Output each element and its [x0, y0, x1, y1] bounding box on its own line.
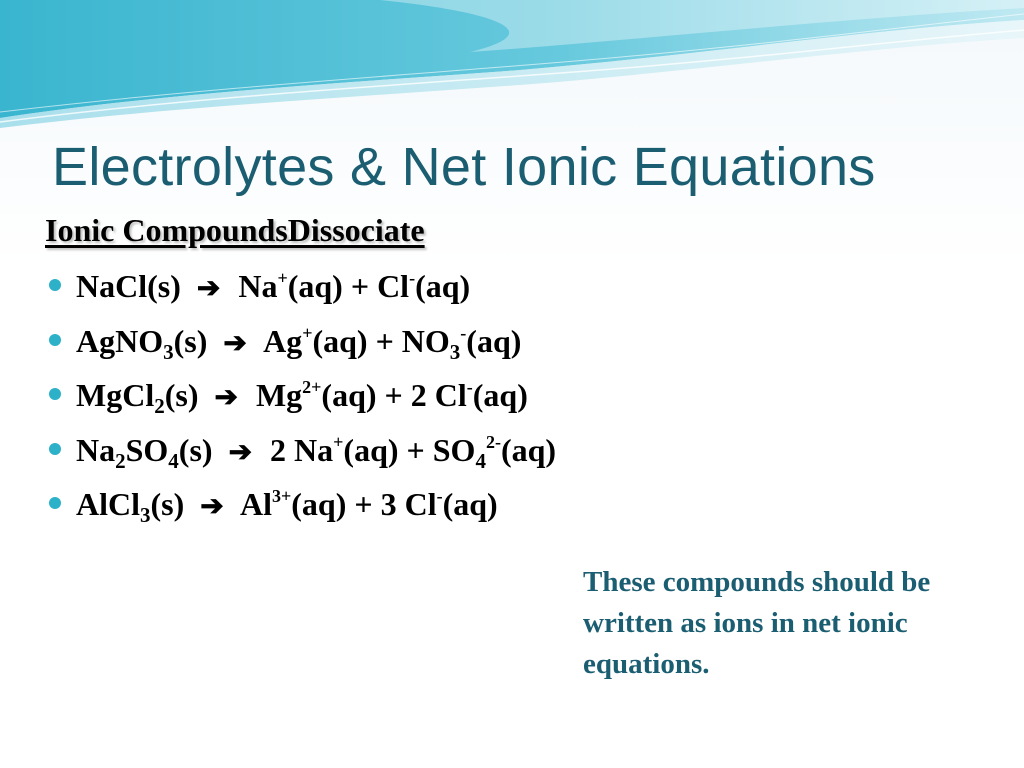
product-a-charge: +: [302, 322, 313, 343]
product-a-formula: Mg: [255, 377, 303, 413]
product-a-charge: +: [277, 268, 288, 288]
reactant-state: (s): [147, 268, 181, 304]
product-a-state: (aq): [343, 431, 399, 468]
equation-item: [45, 319, 556, 374]
reactant-state: (s): [178, 431, 213, 468]
product-a-state: (aq): [321, 377, 377, 413]
product-a-formula: Ag: [263, 322, 303, 359]
reactant-state: (s): [150, 486, 185, 522]
arrow-icon: ➔: [214, 382, 238, 413]
bullet-icon: [49, 279, 61, 291]
reactant-state: (s): [173, 322, 208, 359]
plus-sign: +: [384, 377, 403, 413]
reactant-subscript-2: 4: [168, 448, 179, 473]
product-b-subscript: 3: [449, 339, 461, 364]
reactant-formula: AgNO: [76, 322, 164, 359]
reactant-formula-part2: SO: [125, 431, 169, 468]
arrow-icon: ➔: [223, 327, 247, 359]
product-a-formula: Na: [238, 268, 278, 304]
product-b-subscript: 4: [475, 448, 486, 473]
reactant-subscript-1: 2: [115, 448, 126, 473]
reactant-state: (s): [164, 377, 199, 413]
reactant-formula: AlCl: [76, 486, 140, 522]
reactant-formula-part1: Na: [76, 431, 116, 468]
product-a-state: (aq): [312, 322, 368, 359]
plus-sign: +: [375, 322, 394, 359]
reactant-subscript: 2: [154, 394, 165, 418]
reactant-formula: MgCl: [76, 377, 155, 413]
product-b-charge: 2-: [485, 431, 501, 452]
product-b-charge: -: [409, 268, 416, 288]
equation-item: [45, 373, 556, 428]
product-a-formula: 2 Na: [270, 431, 334, 468]
product-a-charge: 2+: [302, 377, 322, 397]
equation-list: [45, 264, 556, 537]
reactant-subscript: 3: [163, 339, 174, 364]
equation-item: [45, 482, 556, 537]
product-b-charge: -: [436, 486, 443, 506]
bullet-icon: [49, 497, 61, 509]
product-b-formula: SO: [432, 431, 476, 468]
product-a-state: (aq): [291, 486, 347, 522]
arrow-icon: ➔: [228, 436, 253, 468]
callout-note: These compounds should be written as ions in net ionic equations.: [583, 566, 931, 680]
subheading: Ionic CompoundsDissociate: [45, 212, 425, 248]
product-b-charge: -: [466, 377, 473, 397]
bullet-icon: [49, 443, 61, 455]
product-b-state: (aq): [415, 268, 471, 304]
arrow-icon: ➔: [200, 491, 224, 522]
equation-item: [45, 264, 556, 319]
bullet-icon: [49, 334, 61, 346]
product-b-formula: 3 Cl: [380, 486, 437, 522]
product-a-charge: 3+: [271, 486, 292, 506]
product-b-state: (aq): [500, 431, 557, 468]
plus-sign: +: [350, 268, 370, 304]
header-wave-decoration: [0, 0, 1024, 130]
plus-sign: +: [354, 486, 373, 522]
equation-item: [45, 428, 556, 483]
product-b-state: (aq): [472, 377, 528, 413]
product-b-formula: Cl: [377, 268, 410, 304]
reactant-formula: NaCl: [76, 268, 148, 304]
product-a-formula: Al: [239, 486, 272, 522]
reactant-subscript: 3: [140, 503, 151, 527]
bullet-icon: [49, 388, 61, 400]
product-a-state: (aq): [287, 268, 343, 304]
product-a-charge: +: [333, 431, 344, 452]
product-b-state: (aq): [442, 486, 498, 522]
product-b-charge: -: [460, 322, 467, 343]
plus-sign: +: [406, 431, 425, 468]
product-b-state: (aq): [466, 322, 522, 359]
product-b-formula: NO: [401, 322, 450, 359]
arrow-icon: ➔: [196, 273, 221, 304]
product-b-formula: 2 Cl: [410, 377, 467, 413]
slide-title: Electrolytes & Net Ionic Equations: [52, 137, 876, 197]
